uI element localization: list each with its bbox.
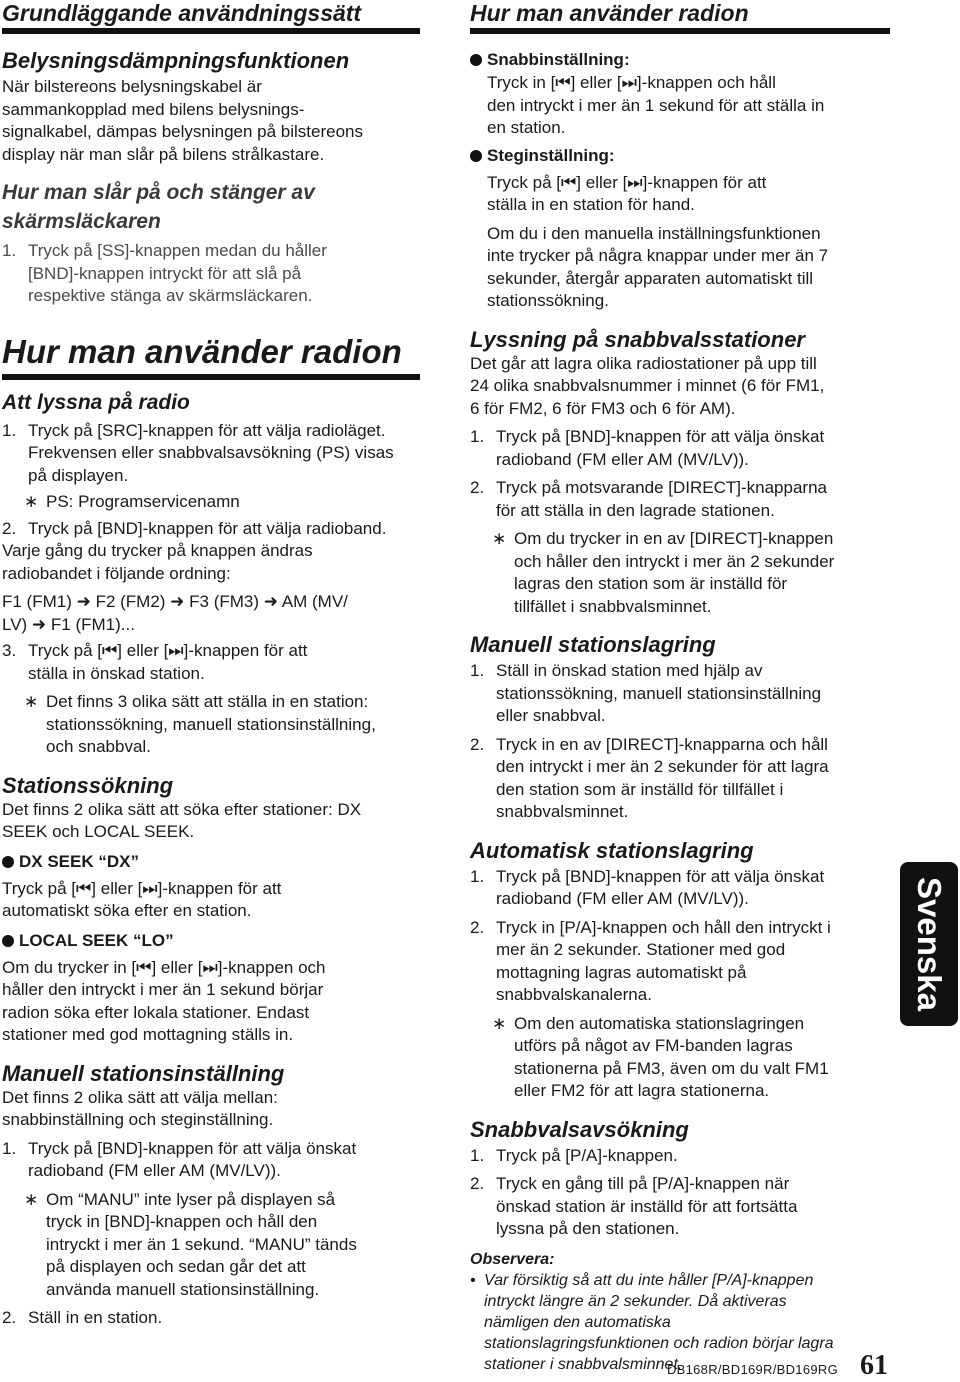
manual-store-step-1: 1. Ställ in önskad station med hjälp av stationssökning, manuell stationsinställning eller snabbval. bbox=[470, 661, 822, 725]
manual-step-2: 2. Ställ in en station. bbox=[2, 1308, 163, 1327]
language-tab bbox=[900, 862, 958, 1026]
band-order-text: Varje gång du trycker på knappen ändras radiobandet i följande ordning: F1 (FM1) ➜ F2 (FM2) ➜ F3 (FM3) ➜ AM (MV/ LV) ➜ F1 (FM1)... bbox=[2, 541, 348, 634]
radio-title-rule bbox=[2, 374, 420, 380]
manual-store-title: Manuell stationslagring bbox=[470, 632, 716, 657]
preset-listen-title: Lyssning på snabbvalsstationer bbox=[470, 326, 805, 352]
bullet-icon bbox=[470, 54, 482, 66]
left-column bbox=[2, 0, 420, 1330]
dim-title: Belysningsdämpningsfunktionen bbox=[2, 48, 350, 73]
dx-seek-heading: DX SEEK “DX” bbox=[2, 850, 420, 874]
local-seek-text: Om du trycker in [⏮] eller [⏭]-knappen och håller den intryckt i mer än 1 sekund börjar radion söka efter lokala stationer. Endast stationer med god mottagning ställs in. bbox=[2, 957, 326, 1044]
model-numbers: DB168R/BD169R/BD169RG bbox=[666, 1362, 838, 1377]
step-tuning-text: Tryck på [⏮] eller [⏭]-knappen för att ställa in en station för hand. Om du i den manuella inställningsfunktionen inte trycker på några knappar under mer än 7 sekunder, återgår apparaten automatiskt till stationssökning. bbox=[487, 172, 829, 310]
listen-radio-subtitle: Att lyssna på radio bbox=[2, 390, 190, 414]
screensaver-subtitle: Hur man slår på och stänger av skärmsläckaren bbox=[2, 181, 315, 233]
radio-step-3: 3. Tryck på [⏮] eller [⏭]-knappen för att ställa in önskad station. bbox=[2, 641, 308, 683]
manual-tuning-title: Manuell stationsinställning bbox=[2, 1060, 285, 1086]
left-page-header: Grundläggande användningssätt bbox=[2, 0, 362, 26]
preset-scan-step-1: 1. Tryck på [P/A]-knappen. bbox=[470, 1145, 678, 1165]
right-page-header: Hur man använder radion bbox=[470, 0, 749, 26]
bullet-icon bbox=[2, 856, 14, 868]
direct-note: ∗ Om du trycker in en av [DIRECT]-knappen och håller den intryckt i mer än 2 sekunder lagras den station som är inställd för tillfället i snabbvalsminnet. bbox=[492, 529, 835, 616]
preset-scan-step-2: 2. Tryck en gång till på [P/A]-knappen när önskad station är inställd för att fortsätta lyssna på den stationen. bbox=[470, 1174, 798, 1238]
radio-step-1: 1. Tryck på [SRC]-knappen för att välja radioläget. Frekvensen eller snabbvalsavsökning (PS) visas på displayen. bbox=[2, 420, 394, 485]
preset-scan-title: Snabbvalsavsökning bbox=[470, 1116, 689, 1142]
tuning-methods-note: ∗ Det finns 3 olika sätt att ställa in en station: stationssökning, manuell stationsinställning, och snabbval. bbox=[24, 692, 376, 756]
manu-note: ∗ Om “MANU” inte lyser på displayen så tryck in [BND]-knappen och håll den intryckt i mer än 1 sekund. “MANU” tänds på displayen och sedan går det att använda manuell stationsinställning. bbox=[24, 1189, 357, 1299]
quick-tuning-heading: Snabbinställning: bbox=[470, 48, 894, 72]
auto-store-note: ∗ Om den automatiska stationslagringen utförs på något av FM-banden lagras stationerna på FM3, även om du valt FM1 eller FM2 för att lagra stationerna. bbox=[492, 1013, 829, 1100]
radio-main-title: Hur man använder radion bbox=[2, 332, 402, 370]
quick-tuning-text: Tryck in [⏮] eller [⏭]-knappen och håll den intryckt i mer än 1 sekund för att ställa in en station. bbox=[487, 73, 825, 137]
manual-store-step-2: 2. Tryck in en av [DIRECT]-knapparna och håll den intryckt i mer än 2 sekunder för att lagra den station som är inställd för tillfället i snabbvalsminnet. bbox=[470, 734, 829, 821]
page-number: 61 bbox=[860, 1350, 888, 1381]
step-tuning-heading: Steginställning: bbox=[470, 144, 894, 168]
right-header-rule bbox=[470, 28, 890, 34]
seek-text: Det finns 2 olika sätt att söka efter stationer: DX SEEK och LOCAL SEEK. bbox=[2, 799, 362, 841]
preset-listen-text: Det går att lagra olika radiostationer på upp till 24 olika snabbvalsnummer i minnet (6 för FM1, 6 för FM2, 6 för FM3 och 6 för AM). bbox=[470, 353, 825, 418]
auto-store-step-2: 2. Tryck in [P/A]-knappen och håll den intryckt i mer än 2 sekunder. Stationer med god mottagning lagras automatiskt på snabbvalskanalerna. bbox=[470, 917, 831, 1004]
screensaver-step-1: 1. Tryck på [SS]-knappen medan du håller [BND]-knappen intryckt för att slå på respektive stänga av skärmsläckaren. bbox=[2, 241, 327, 305]
auto-store-title: Automatisk stationslagring bbox=[470, 837, 754, 863]
auto-store-step-1: 1. Tryck på [BND]-knappen för att välja önskat radioband (FM eller AM (MV/LV)). bbox=[470, 866, 825, 908]
manual-tuning-text: Det finns 2 olika sätt att välja mellan: snabbinställning och steginställning. bbox=[2, 1087, 278, 1129]
note-text: • Var försiktig så att du inte håller [P/A]-knappen intryckt längre än 2 sekunder. Då aktiveras nämligen den automatiska stationslagringsfunktionen och radion börjar lagra stationer i snabbvalsminnet. bbox=[470, 1271, 834, 1373]
preset-step-1: 1. Tryck på [BND]-knappen för att välja önskat radioband (FM eller AM (MV/LV)). bbox=[470, 427, 825, 469]
dim-text: När bilstereons belysningskabel är sammankopplad med bilens belysnings- signalkabel, dämpas belysningen på bilstereons display när man slår på bilens strålkastare. bbox=[2, 77, 364, 164]
bullet-icon bbox=[2, 935, 14, 947]
preset-step-2: 2. Tryck på motsvarande [DIRECT]-knapparna för att ställa in den lagrade stationen. bbox=[470, 478, 827, 520]
dx-seek-text: Tryck på [⏮] eller [⏭]-knappen för att automatiskt söka efter en station. bbox=[2, 878, 282, 920]
radio-step-2: 2. Tryck på [BND]-knappen för att välja radioband. bbox=[2, 518, 387, 538]
local-seek-heading: LOCAL SEEK “LO” bbox=[2, 929, 420, 953]
right-column bbox=[470, 0, 894, 1375]
language-tab-label: Svenska bbox=[911, 877, 948, 1011]
bullet-icon bbox=[470, 150, 482, 162]
page-footer bbox=[667, 1350, 888, 1382]
manual-step-1: 1. Tryck på [BND]-knappen för att välja önskat radioband (FM eller AM (MV/LV)). bbox=[2, 1138, 357, 1180]
seek-title: Stationssökning bbox=[2, 772, 174, 798]
note-heading: Observera: bbox=[470, 1250, 555, 1268]
left-header-rule bbox=[2, 28, 420, 34]
ps-note: ∗ PS: Programservicenamn bbox=[24, 492, 240, 511]
